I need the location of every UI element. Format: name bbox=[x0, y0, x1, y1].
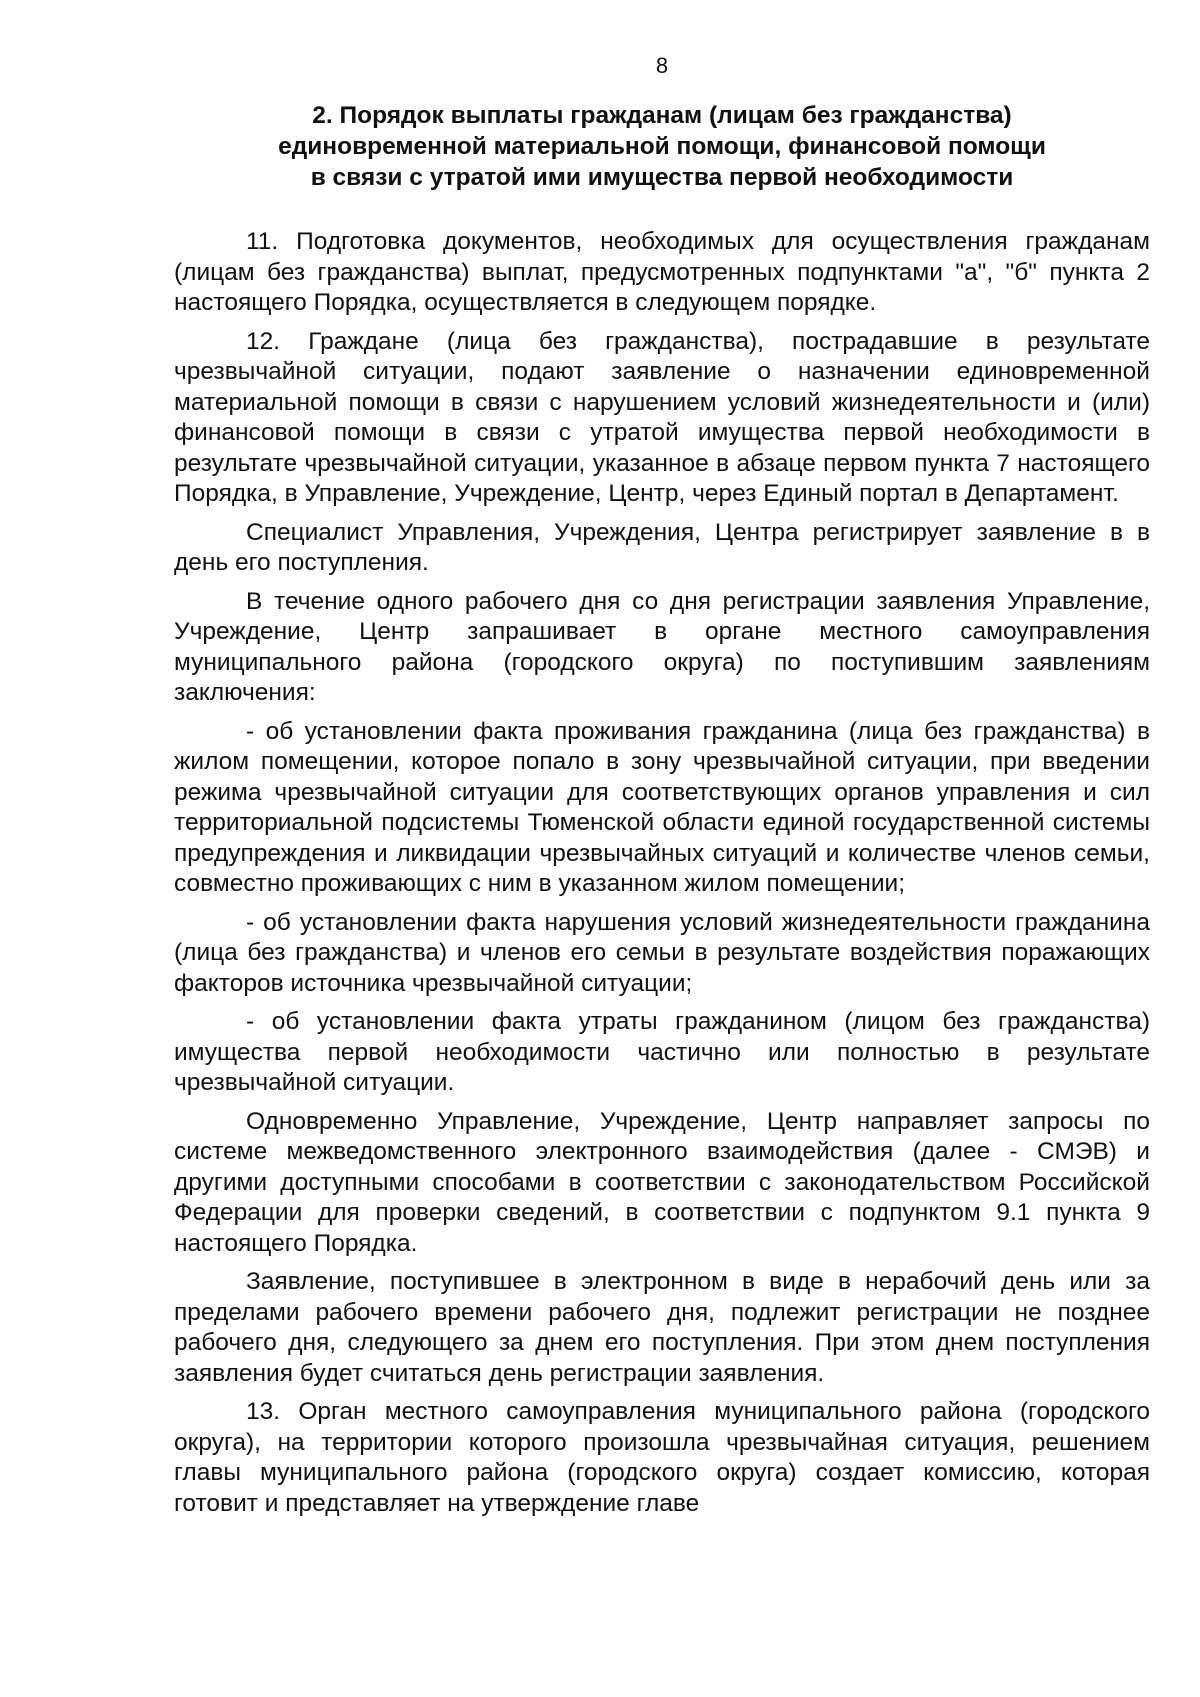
list-item-living-conditions: - об установлении факта нарушения условий жизнедеятельности гражданина (лица без гражданства) и членов его семьи в результате воздействия поражающих факторов источника чрезвычайной ситуации; bbox=[174, 908, 1150, 997]
heading-line: в связи с утратой ими имущества первой необходимости bbox=[310, 164, 1014, 191]
page-number: 8 bbox=[655, 53, 669, 78]
paragraph-13: 13. Орган местного самоуправления муниципального района (городского округа), на территории которого произошла чрезвычайная ситуация, решением главы муниципального района (городского округа) создает комиссию, которая готовит и представляет на утверждение главе bbox=[174, 1398, 1150, 1517]
paragraph-smev: Одновременно Управление, Учреждение, Центр направляет запросы по системе межведомственного электронного взаимодействия (далее - СМЭВ) и другими доступными способами в соответствии с законодательством Российской Федерации для проверки сведений, в соответствии с подпунктом 9.1 пункта 9 настоящего Порядка. bbox=[174, 1107, 1150, 1257]
list-item-residence: - об установлении факта проживания гражданина (лица без гражданства) в жилом помещении, которое попало в зону чрезвычайной ситуации, при введении режима чрезвычайной ситуации для соответствующих органов управления и сил территориальной подсистемы Тюменской области единой государственной системы предупреждения и ликвидации чрезвычайных ситуаций и количестве членов семьи, совместно проживающих с ним в указанном жилом помещении; bbox=[174, 717, 1150, 897]
paragraph-request: В течение одного рабочего дня со дня регистрации заявления Управление, Учреждение, Центр запрашивает в органе местного самоуправления муниципального района (городского округа) по поступившим заявлениям заключения: bbox=[174, 587, 1150, 706]
paragraph-11: 11. Подготовка документов, необходимых для осуществления гражданам (лицам без гражданства) выплат, предусмотренных подпунктами "а", "б" пункта 2 настоящего Порядка, осуществляется в следующем порядке. bbox=[174, 228, 1150, 316]
section-heading bbox=[174, 100, 1150, 193]
heading-line: единовременной материальной помощи, финансовой помощи bbox=[278, 133, 1046, 160]
paragraph-electronic-application: Заявление, поступившее в электронном в виде в нерабочий день или за пределами рабочего времени рабочего дня, подлежит регистрации не позднее рабочего дня, следующего за днем его поступления. При этом днем поступления заявления будет считаться день регистрации заявления. bbox=[174, 1268, 1150, 1387]
body-text bbox=[174, 227, 1150, 1519]
paragraph-12: 12. Граждане (лица без гражданства), пострадавшие в результате чрезвычайной ситуации, подают заявление о назначении единовременной материальной помощи в связи с нарушением условий жизнедеятельности и (или) финансовой помощи в связи с утратой имущества первой необходимости в результате чрезвычайной ситуации, указанное в абзаце первом пункта 7 настоящего Порядка, в Управление, Учреждение, Центр, через Единый портал в Департамент. bbox=[174, 327, 1150, 507]
paragraph-registration: Специалист Управления, Учреждения, Центра регистрирует заявление в в день его поступления. bbox=[174, 518, 1150, 576]
document-page bbox=[174, 52, 1150, 1527]
list-item-property-loss: - об установлении факта утраты гражданином (лицом без гражданства) имущества первой необходимости частично или полностью в результате чрезвычайной ситуации. bbox=[174, 1008, 1150, 1096]
heading-line: 2. Порядок выплаты гражданам (лицам без гражданства) bbox=[312, 102, 1012, 129]
